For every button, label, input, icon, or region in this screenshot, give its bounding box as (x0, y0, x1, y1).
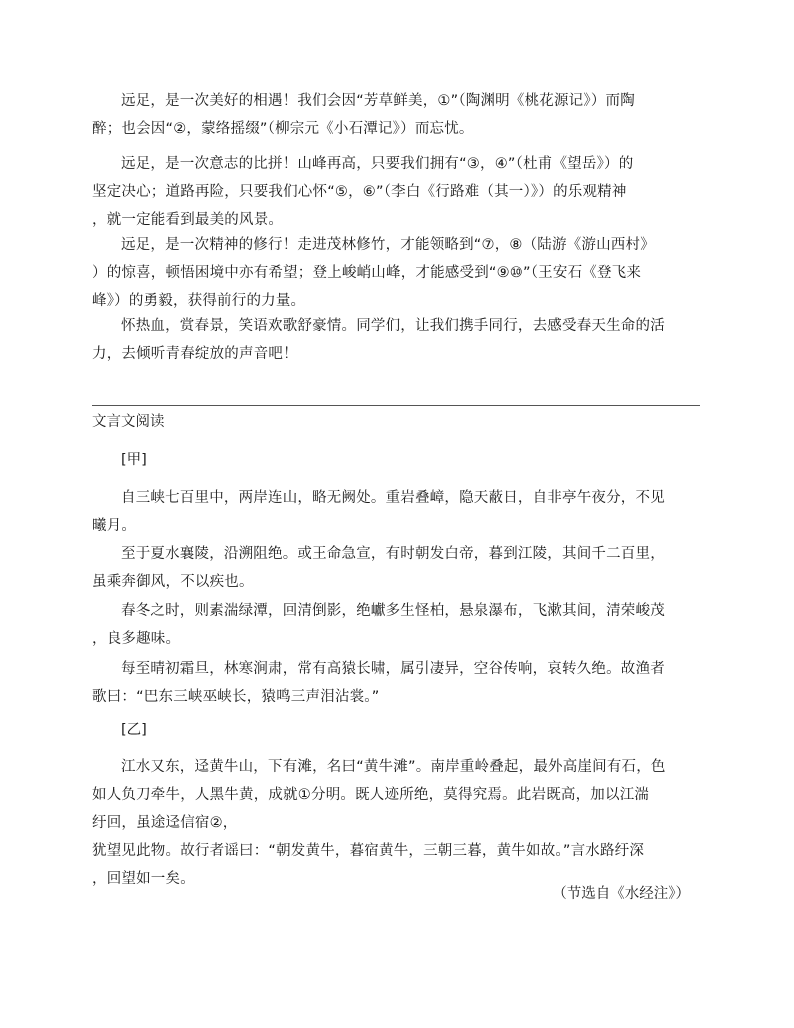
jia-paragraph-3 (92, 597, 700, 653)
text-line: 曦月。 (92, 518, 137, 534)
section-divider (92, 405, 700, 406)
jia-paragraph-2 (92, 540, 700, 596)
text-line: 怀热血，赏春景，笑语欢歌舒豪情。同学们，让我们携手同行，去感受春天生命的活 (121, 318, 665, 334)
text-line: 纡回，虽途迳信宿②， (92, 815, 238, 831)
yi-paragraph (92, 753, 700, 893)
passage-label-jia: [甲] (121, 452, 147, 468)
text-line: 江水又东，迳黄牛山，下有滩，名曰“黄牛滩”。南岸重岭叠起，最外高崖间有石，色 (121, 759, 666, 775)
intro-paragraph-1 (92, 87, 700, 143)
intro-paragraph-4 (92, 312, 700, 368)
text-line: 坚定决心；道路再险，只要我们心怀“⑤，⑥”（李白《行路难（其一）》）的乐观精神 (92, 184, 627, 200)
intro-paragraph-2 (92, 150, 700, 234)
text-line: 自三峡七百里中，两岸连山，略无阙处。重岩叠嶂，隐天蔽日，自非亭午夜分，不见 (121, 490, 665, 506)
text-line: ）的惊喜，顿悟困境中亦有希望；登上峻峭山峰，才能感受到“⑨⑩”（王安石《登飞来 (92, 265, 642, 281)
text-line: 每至晴初霜旦，林寒涧肃，常有高猿长啸，属引凄异，空谷传响，哀转久绝。故渔者 (121, 661, 665, 677)
intro-paragraph-3 (92, 231, 700, 315)
text-line: 至于夏水襄陵，沿溯阻绝。或王命急宣，有时朝发白帝，暮到江陵，其间千二百里， (121, 546, 665, 562)
text-line: 如人负刀牵牛，人黑牛黄，成就①分明。既人迹所绝，莫得究焉。此岩既高，加以江湍 (92, 787, 650, 803)
text-line: 歌曰：“巴东三峡巫峡长，猿鸣三声泪沾裳。” (92, 689, 380, 705)
jia-paragraph-4 (92, 655, 700, 711)
text-line: ，良多趣味。 (92, 631, 181, 647)
text-line: 力，去倾听青春绽放的声音吧！ (92, 346, 298, 362)
source-citation: （节选自《水经注》） (552, 886, 690, 902)
passage-label-yi: [乙] (121, 722, 147, 738)
text-line: ，回望如一矣。 (92, 871, 195, 887)
text-line: 春冬之时，则素湍绿潭，回清倒影，绝巘多生怪柏，悬泉瀑布，飞漱其间，清荣峻茂 (121, 603, 665, 619)
text-line: 峰》）的勇毅，获得前行的力量。 (92, 293, 306, 309)
text-line: 远足，是一次意志的比拼！山峰再高，只要我们拥有“③，④”（杜甫《望岳》）的 (121, 156, 634, 172)
section-title: 文言文阅读 (92, 414, 165, 430)
text-line: 醉；也会因“②，蒙络摇缀”（柳宗元《小石潭记》）而忘忧。 (92, 121, 474, 137)
text-line: 虽乘奔御风，不以疾也。 (92, 574, 254, 590)
text-line: 远足，是一次精神的修行！走进茂林修竹，才能领略到“⑦，⑧（陆游《游山西村》 (121, 237, 655, 253)
text-line: 远足，是一次美好的相遇！我们会因“芳草鲜美，①”（陶渊明《桃花源记》）而陶 (121, 93, 635, 109)
text-line: ，就一定能看到最美的风景。 (92, 212, 284, 228)
text-line: 犹望见此物。故行者谣曰：“朝发黄牛，暮宿黄牛，三朝三暮，黄牛如故。”言水路纡深 (92, 843, 645, 859)
jia-paragraph-1 (92, 484, 700, 540)
